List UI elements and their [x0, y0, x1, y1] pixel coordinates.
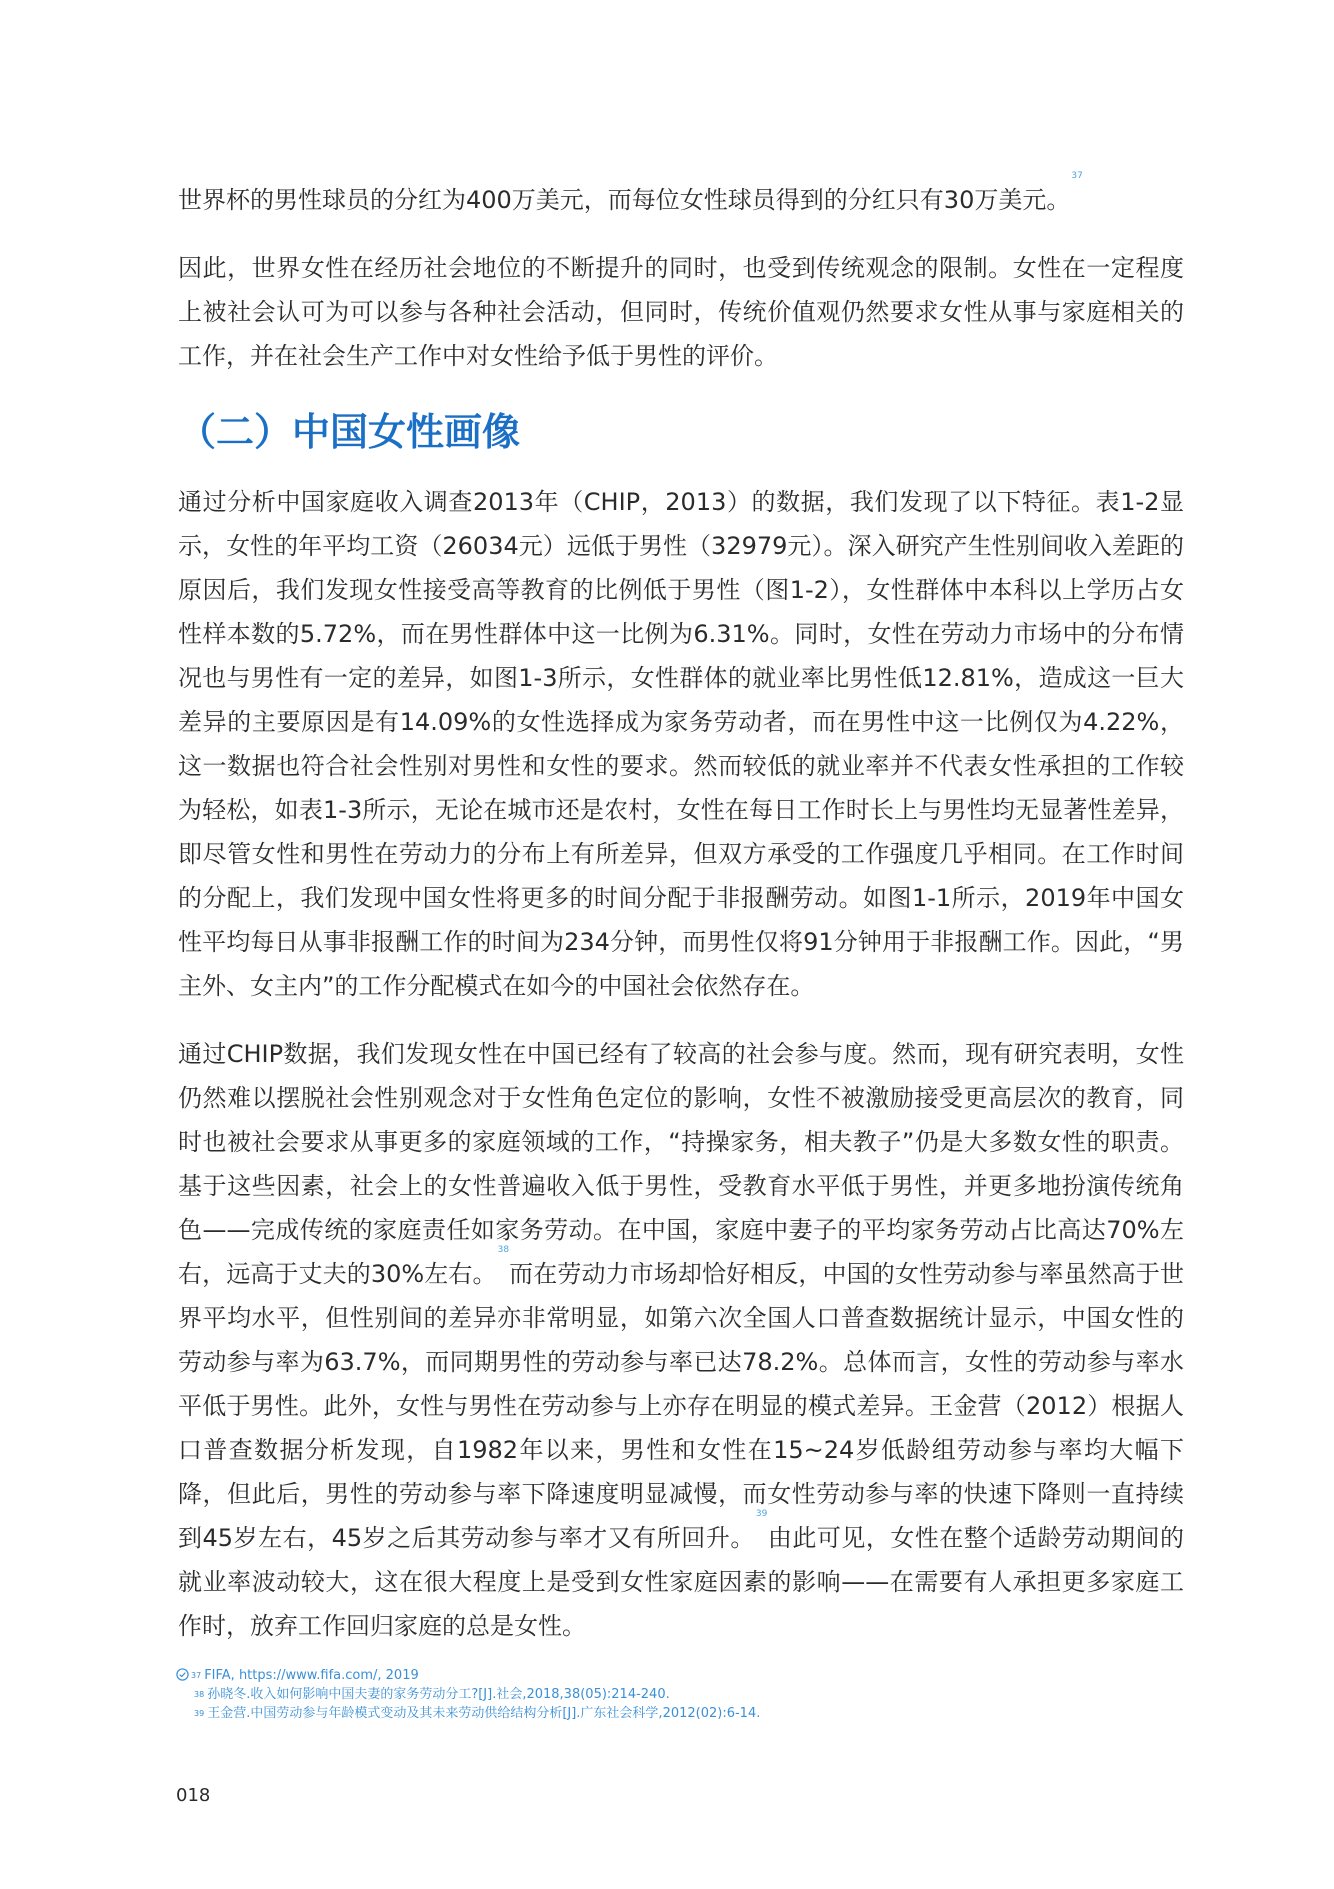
- paragraph-text: 而在劳动力市场却恰好相反，中国的女性劳动参与率虽然高于世界平均水平，但性别间的差异亦非常明显，如第六次全国人口普查数据统计显示，中国女性的劳动参与率为63.7%，而同期男性的劳动参与率已达78.2%。总体而言，女性的劳动参与率水平低于男性。此外，女性与男性在劳动参与上亦存在明显的模式差异。王金营（2012）根据人口普查数据分析发现，自1982年以来，男性和女性在15~24岁低龄组劳动参与率均大幅下降，但此后，男性的劳动参与率下降速度明显减慢，而女性劳动参与率的快速下降则一直持续到45岁左右，45岁之后其劳动参与率才又有所回升。: [178, 1260, 1185, 1552]
- footnotes: [176, 1666, 1176, 1723]
- footnote-text: 王金营.中国劳动参与年龄模式变动及其未来劳动供给结构分析[J].广东社会科学,2012(02):6-14.: [207, 1706, 761, 1721]
- check-circle-icon: [176, 1668, 189, 1681]
- footnote-number: 37: [191, 1671, 202, 1680]
- footnote-number: 38: [194, 1690, 205, 1699]
- footnote-ref-38[interactable]: 38: [497, 1245, 510, 1255]
- paragraph-social-participation: [178, 1032, 1184, 1648]
- footnote-37: [176, 1666, 1176, 1685]
- paragraph-text: 由此可见，女性在整个适龄劳动期间的就业率波动较大，这在很大程度上是受到女性家庭因素的影响——在需要有人承担更多家庭工作时，放弃工作回归家庭的总是女性。: [178, 1524, 1185, 1640]
- footnote-ref-37[interactable]: 37: [1071, 171, 1083, 181]
- main-content: [178, 171, 1185, 1672]
- footnote-text[interactable]: FIFA, https://www.fifa.com/, 2019: [204, 1668, 419, 1683]
- page-number: 018: [176, 1785, 211, 1806]
- footnote-39: [176, 1704, 1176, 1723]
- paragraph-text: 通过CHIP数据，我们发现女性在中国已经有了较高的社会参与度。然而，现有研究表明，女性仍然难以摆脱社会性别观念对于女性角色定位的影响，女性不被激励接受更高层次的教育，同时也被社会要求从事更多的家庭领域的工作，“持操家务，相夫教子”仍是大多数女性的职责。基于这些因素，社会上的女性普遍收入低于男性，受教育水平低于男性，并更多地扮演传统角色——完成传统的家庭责任如家务劳动。在中国，家庭中妻子的平均家务劳动占比高达70%左右，远高于丈夫的30%左右。: [178, 1040, 1184, 1288]
- footnote-ref-39[interactable]: 39: [755, 1509, 768, 1519]
- paragraph-conclusion: 因此，世界女性在经历社会地位的不断提升的同时，也受到传统观念的限制。女性在一定程度上被社会认可为可以参与各种社会活动，但同时，传统价值观仍然要求女性从事与家庭相关的工作，并在社会生产工作中对女性给予低于男性的评价。: [178, 254, 1184, 370]
- paragraph-worldcup: [178, 171, 1184, 222]
- paragraph-chip-analysis: 通过分析中国家庭收入调查2013年（CHIP，2013）的数据，我们发现了以下特征。表1-2显示，女性的年平均工资（26034元）远低于男性（32979元）。深入研究产生性别间收入差距的原因后，我们发现女性接受高等教育的比例低于男性（图1-2），女性群体中本科以上学历占女性样本数的5.72%，而在男性群体中这一比例为6.31%。同时，女性在劳动力市场中的分布情况也与男性有一定的差异，如图1-3所示，女性群体的就业率比男性低12.81%，造成这一巨大差异的主要原因是有14.09%的女性选择成为家务劳动者，而在男性中这一比例仅为4.22%，这一数据也符合社会性别对男性和女性的要求。然而较低的就业率并不代表女性承担的工作较为轻松，如表1-3所示，无论在城市还是农村，女性在每日工作时长上与男性均无显著性差异，即尽管女性和男性在劳动力的分布上有所差异，但双方承受的工作强度几乎相同。在工作时间的分配上，我们发现中国女性将更多的时间分配于非报酬劳动。如图1-1所示，2019年中国女性平均每日从事非报酬工作的时间为234分钟，而男性仅将91分钟用于非报酬工作。因此，“男主外、女主内”的工作分配模式在如今的中国社会依然存在。: [178, 488, 1184, 1000]
- footnote-38: [176, 1685, 1176, 1704]
- section-heading: （二）中国女性画像: [178, 410, 521, 454]
- footnote-number: 39: [194, 1709, 205, 1718]
- footnote-text: 孙晓冬.收入如何影响中国夫妻的家务劳动分工?[J].社会,2018,38(05):214-240.: [207, 1687, 670, 1702]
- paragraph-text: 世界杯的男性球员的分红为400万美元，而每位女性球员得到的分红只有30万美元。: [178, 186, 1071, 214]
